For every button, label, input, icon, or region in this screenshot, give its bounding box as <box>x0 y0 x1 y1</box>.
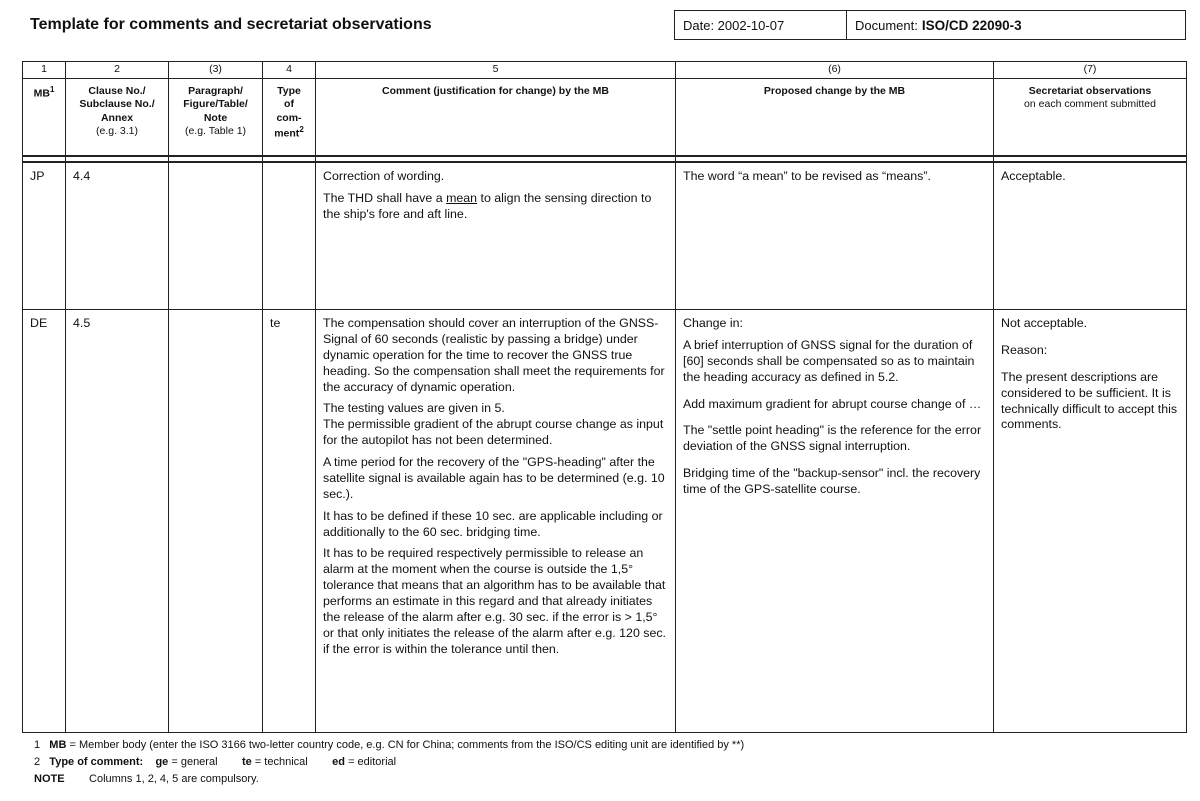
header-type <box>263 79 316 157</box>
note-text: Columns 1, 2, 4, 5 are compulsory. <box>89 773 259 785</box>
comment-paragraph: A time period for the recovery of the "GPS-heading" after the satellite signal is available again has to be determined (e.g. 10 sec.). <box>323 455 665 501</box>
cell-paragraph <box>169 310 263 733</box>
col-number-7: (7) <box>994 62 1187 79</box>
cell-comment <box>316 310 676 733</box>
document-header-box <box>674 10 1186 40</box>
col-number-5: 5 <box>316 62 676 79</box>
col-number-6: (6) <box>676 62 994 79</box>
header-mb <box>23 79 66 157</box>
cell-observation <box>994 310 1187 733</box>
proposed-paragraph: Add maximum gradient for abrupt course change of … <box>683 396 982 411</box>
header-mb-footnote-ref: 1 <box>49 85 55 94</box>
comment-paragraph: The compensation should cover an interruption of the GNSS-Signal of 60 seconds (realistic by passing a bridge) under dynamic operation for the time to recover the GNSS true heading. So the compensation shall meet the requirements for the accuracy of dynamic operation. <box>323 316 665 394</box>
ge-key: ge <box>155 756 169 768</box>
comment-paragraph <box>323 191 668 223</box>
cell-type: te <box>263 310 316 733</box>
col-number-1: 1 <box>23 62 66 79</box>
te-key: te <box>241 756 252 768</box>
header-type-line: com- <box>276 111 302 124</box>
header-type-word: ment <box>274 127 300 140</box>
ed-text: = editorial <box>345 756 397 768</box>
observation-paragraph: Acceptable. <box>1001 169 1066 183</box>
cell-clause: 4.5 <box>66 310 169 733</box>
header-paragraph-line: Figure/Table/ <box>183 98 248 111</box>
header-observations-title: Secretariat observations <box>1028 85 1152 97</box>
header-observations <box>994 79 1187 157</box>
header-clause-line: Subclause No./ <box>79 98 155 111</box>
cell-mb: JP <box>23 162 66 310</box>
cell-observation <box>994 162 1187 310</box>
footnote-text: = Member body (enter the ISO 3166 two-letter country code, e.g. CN for China; comments from the ISO/CS editing unit are identified by **) <box>66 739 745 751</box>
te-text: = technical <box>251 756 308 768</box>
header-mb-label: MB <box>33 87 50 100</box>
header-type-line-last <box>265 125 313 141</box>
comment-paragraph: The permissible gradient of the abrupt course change as input for the autopilot has not been determined. <box>323 417 664 448</box>
cell-paragraph <box>169 162 263 310</box>
header-paragraph-example: (e.g. Table 1) <box>184 125 247 138</box>
footnote-number: 2 <box>34 756 41 768</box>
comment-paragraph: It has to be defined if these 10 sec. are applicable including or additionally to the 60 sec. bridging time. <box>323 508 663 539</box>
proposed-paragraph: The word “a mean” to be revised as “means”. <box>683 169 931 183</box>
proposed-paragraph: A brief interruption of GNSS signal for the duration of [60] seconds shall be compensated so as to maintain the heading accuracy as defined in 5.2. <box>683 337 975 384</box>
footnote-1 <box>34 739 744 751</box>
header-clause-line: Annex <box>100 111 134 124</box>
proposed-paragraph: The "settle point heading" is the reference for the error deviation of the GNSS signal interruption. <box>683 423 982 454</box>
table-row <box>23 310 1187 733</box>
document-number: ISO/CD 22090-3 <box>921 17 1022 33</box>
column-number-row <box>23 62 1187 79</box>
cell-proposed-change <box>676 310 994 733</box>
cell-type <box>263 162 316 310</box>
column-header-row <box>23 79 1187 157</box>
footnote-number: 1 <box>34 739 41 751</box>
header-paragraph-line: Note <box>203 111 228 124</box>
comment-paragraph: Correction of wording. <box>323 169 445 183</box>
cell-comment <box>316 162 676 310</box>
header-clause-line: Clause No./ <box>88 85 146 97</box>
footnote-key: MB <box>49 739 67 751</box>
col-number-3: (3) <box>169 62 263 79</box>
header-proposed-change <box>676 79 994 157</box>
comment-text: The THD shall have a <box>323 190 447 205</box>
proposed-paragraph: Change in: <box>683 316 743 330</box>
header-type-line: of <box>284 98 294 111</box>
comments-table <box>22 61 1187 733</box>
underlined-word: mean <box>446 190 478 205</box>
cell-mb: DE <box>23 310 66 733</box>
comment-paragraph: The testing values are given in 5. <box>323 401 505 416</box>
header-observations-subtitle: on each comment submitted <box>1024 98 1156 111</box>
header-comment-label: Comment (justification for change) by the MB <box>382 85 609 97</box>
document-field <box>847 11 1185 39</box>
observation-paragraph: Reason: <box>1001 342 1048 357</box>
header-comment <box>316 79 676 157</box>
footnote-2 <box>34 756 396 768</box>
note <box>34 773 259 785</box>
header-type-footnote-ref: 2 <box>299 125 304 135</box>
observation-paragraph: The present descriptions are considered to be sufficient. It is technically difficult to accept this comments. <box>1001 369 1178 432</box>
observation-paragraph: Not acceptable. <box>1001 316 1088 330</box>
footnote-key: Type of comment: <box>49 756 144 768</box>
ge-text: = general <box>168 756 218 768</box>
header-type-line: Type <box>277 85 301 97</box>
comment-text: to align the sensing direction to the ship's fore and aft line. <box>323 190 652 221</box>
cell-proposed-change <box>676 162 994 310</box>
header-paragraph <box>169 79 263 157</box>
header-clause-example: (e.g. 3.1) <box>95 125 139 138</box>
comment-paragraph: It has to be required respectively permissible to release an alarm at the moment when the course is outside the 1,5° tolerance that means that an algorithm has to be available that performs an estimate in this regard and that already initiates the release of the alarm after e.g. 30 sec. if the error is > 1,5° or that only initiates the release of the alarm after e.g. 120 sec. if the error is within the tolerance until then. <box>323 546 666 656</box>
col-number-2: 2 <box>66 62 169 79</box>
page-title: Template for comments and secretariat observations <box>30 16 432 33</box>
date-field: Date: 2002-10-07 <box>675 11 847 39</box>
cell-clause: 4.4 <box>66 162 169 310</box>
header-proposed-change-label: Proposed change by the MB <box>763 85 906 97</box>
header-clause <box>66 79 169 157</box>
header-paragraph-line: Paragraph/ <box>188 85 243 97</box>
note-key: NOTE <box>34 773 65 785</box>
col-number-4: 4 <box>263 62 316 79</box>
document-label: Document: <box>855 17 918 33</box>
table-row <box>23 162 1187 310</box>
ed-key: ed <box>332 756 346 768</box>
proposed-paragraph: Bridging time of the "backup-sensor" incl. the recovery time of the GPS-satellite course. <box>683 466 981 496</box>
